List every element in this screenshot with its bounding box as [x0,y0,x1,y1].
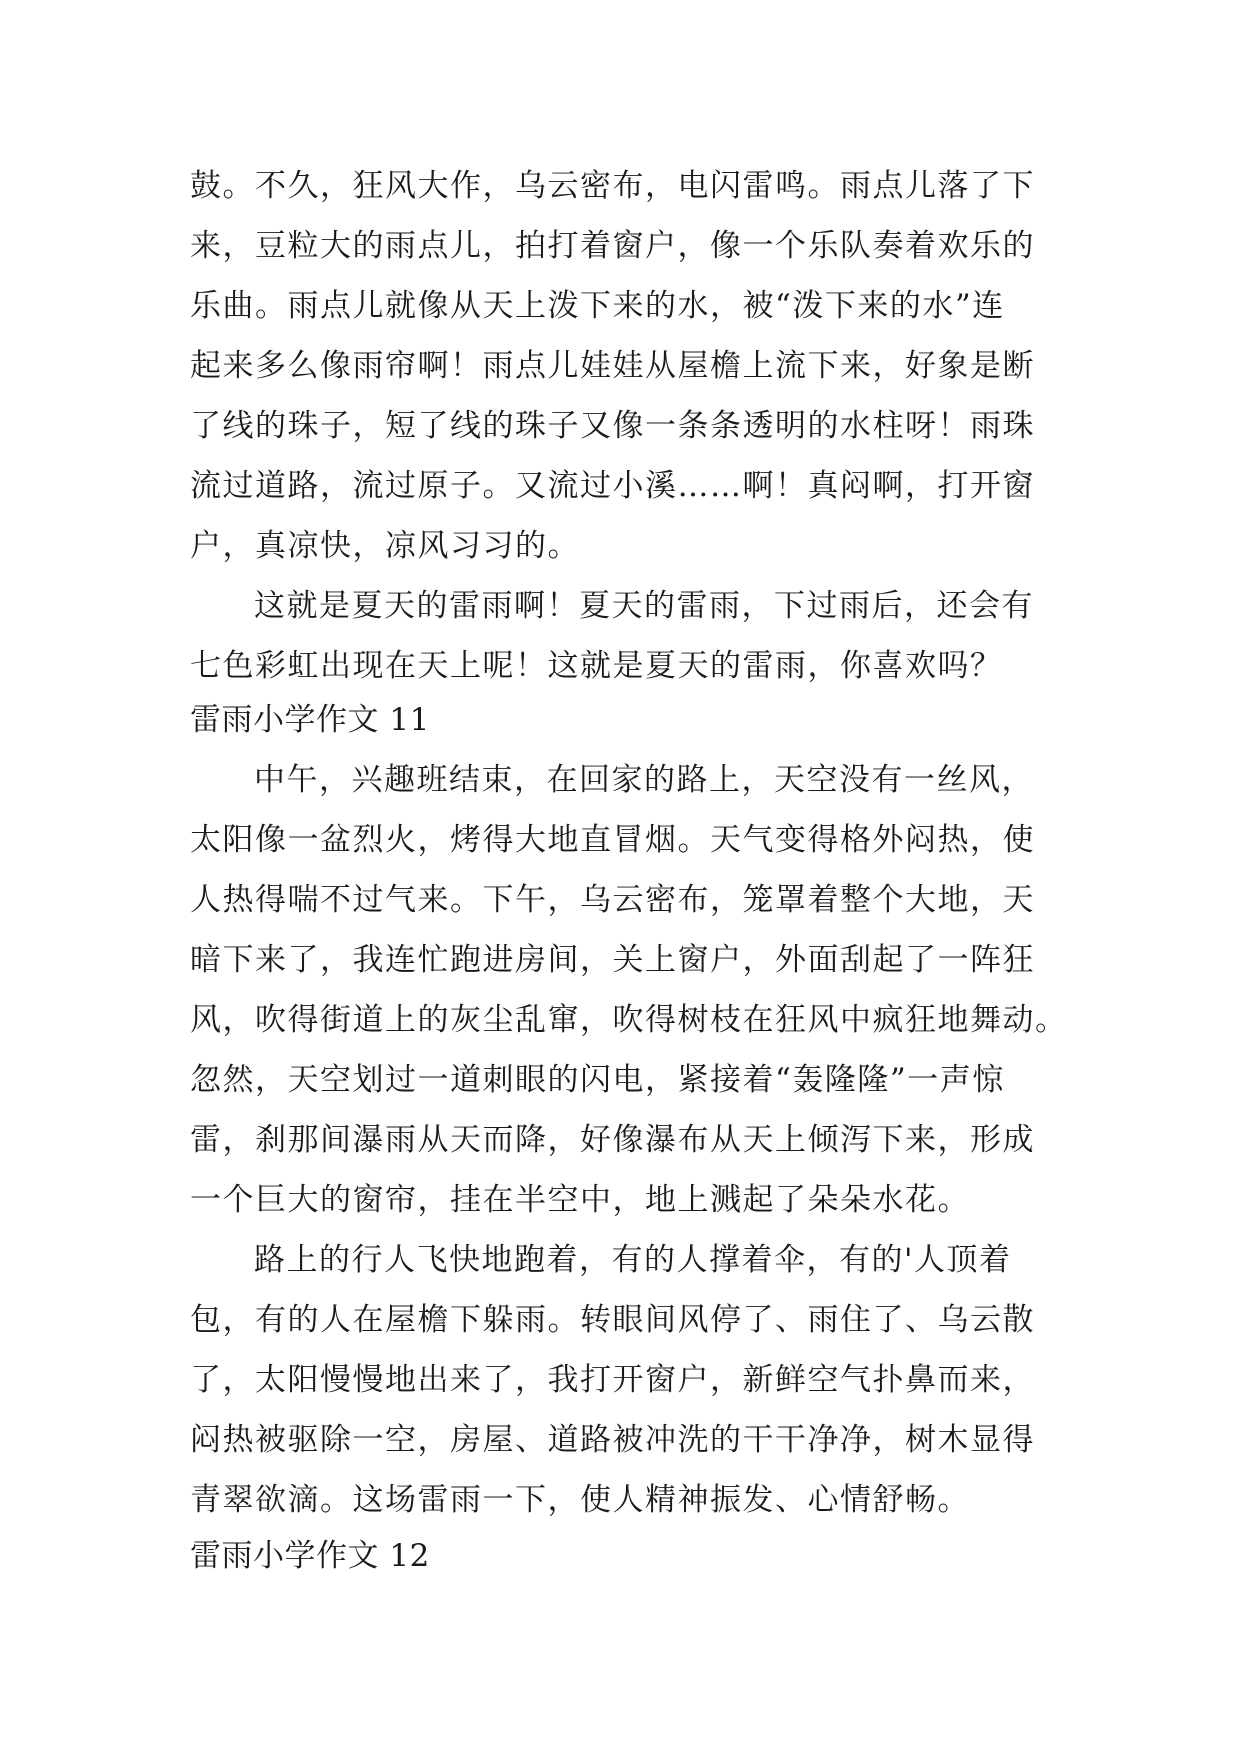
body-text-line: 流过道路，流过原子。又流过小溪……啊！真闷啊，打开窗 [190,468,1035,504]
body-text-line: 太阳像一盆烈火，烤得大地直冒烟。天气变得格外闷热，使 [190,822,1035,858]
body-text-line: 风，吹得街道上的灰尘乱窜，吹得树枝在狂风中疯狂地舞动。 [190,1002,1068,1038]
body-text-line: 一个巨大的窗帘，挂在半空中，地上溅起了朵朵水花。 [190,1182,970,1218]
body-text-line: 了，太阳慢慢地出来了，我打开窗户，新鲜空气扑鼻而来， [190,1362,1035,1398]
body-text-line: 了线的珠子，短了线的珠子又像一条条透明的水柱呀！雨珠 [190,408,1035,444]
paragraph-first-line: 这就是夏天的雷雨啊！夏天的雷雨，下过雨后，还会有 [254,588,1034,624]
body-text-line: 户，真凉快，凉风习习的。 [190,528,580,564]
body-text-line: 来，豆粒大的雨点儿，拍打着窗户，像一个乐队奏着欢乐的 [190,228,1035,264]
body-text-line: 暗下来了，我连忙跑进房间，关上窗户，外面刮起了一阵狂 [190,942,1035,978]
body-text-line: 乐曲。雨点儿就像从天上泼下来的水，被“泼下来的水”连 [190,288,1005,324]
body-text-line: 鼓。不久，狂风大作，乌云密布，电闪雷鸣。雨点儿落了下 [190,168,1035,204]
body-text-line: 七色彩虹出现在天上呢！这就是夏天的雷雨，你喜欢吗？ [190,648,1003,684]
paragraph-first-line: 中午，兴趣班结束，在回家的路上，天空没有一丝风， [254,762,1034,798]
body-text-line: 忽然，天空划过一道刺眼的闪电，紧接着“轰隆隆”一声惊 [190,1062,1005,1098]
body-text-line: 闷热被驱除一空，房屋、道路被冲洗的干干净净，树木显得 [190,1422,1035,1458]
section-heading: 雷雨小学作文 12 [190,1538,430,1574]
section-heading: 雷雨小学作文 11 [190,702,430,738]
paragraph-first-line: 路上的行人飞快地跑着，有的人撑着伞，有的'人顶着 [254,1242,1012,1278]
body-text-line: 青翠欲滴。这场雷雨一下，使人精神振发、心情舒畅。 [190,1482,970,1518]
body-text-line: 人热得喘不过气来。下午，乌云密布，笼罩着整个大地，天 [190,882,1035,918]
body-text-line: 包，有的人在屋檐下躲雨。转眼间风停了、雨住了、乌云散 [190,1302,1035,1338]
body-text-line: 起来多么像雨帘啊！雨点儿娃娃从屋檐上流下来，好象是断 [190,348,1035,384]
body-text-line: 雷，刹那间瀑雨从天而降，好像瀑布从天上倾泻下来，形成 [190,1122,1035,1158]
